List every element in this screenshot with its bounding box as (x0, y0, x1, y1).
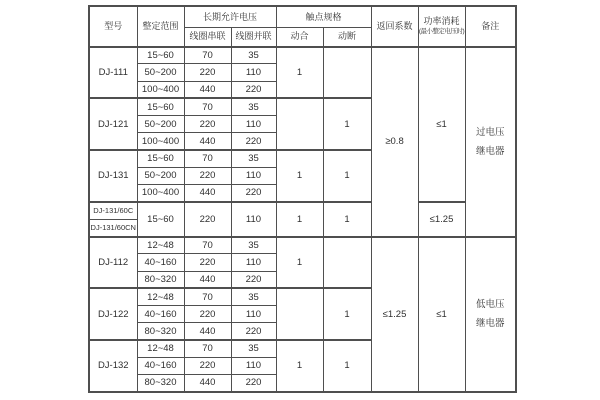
cell-contact-no: 1 (276, 237, 323, 289)
cell-coil-series-voltage: 220 (184, 357, 231, 374)
cell-coil-parallel-voltage: 35 (231, 288, 276, 305)
cell-setting-range: 15~60 (137, 98, 184, 115)
remark-line: 低电压 (476, 299, 505, 311)
cell-coil-parallel-voltage: 110 (231, 202, 276, 237)
cell-model: DJ-131 (89, 150, 137, 202)
cell-coil-series-voltage: 220 (184, 64, 231, 81)
cell-coil-parallel-voltage: 35 (231, 237, 276, 254)
cell-coil-parallel-voltage: 220 (231, 323, 276, 340)
cell-setting-range: 50~200 (137, 116, 184, 133)
cell-coil-parallel-voltage: 35 (231, 98, 276, 115)
cell-coil-series-voltage: 70 (184, 98, 231, 115)
cell-model: DJ-131/60C (89, 202, 137, 219)
cell-setting-range: 12~48 (137, 237, 184, 254)
cell-contact-no (276, 288, 323, 340)
cell-contact-no: 1 (276, 150, 323, 202)
cell-coil-series-voltage: 220 (184, 167, 231, 184)
col-header-coil-parallel: 线圈并联 (231, 27, 276, 46)
relay-spec-table (88, 5, 517, 393)
col-header-model: 型号 (89, 6, 137, 47)
cell-coil-series-voltage: 440 (184, 133, 231, 150)
col-header-return-coef: 返回系数 (371, 6, 418, 47)
col-header-contact-group: 触点规格 (276, 6, 371, 27)
cell-coil-parallel-voltage: 110 (231, 167, 276, 184)
col-header-contact-no: 动合 (276, 27, 323, 46)
cell-model: DJ-121 (89, 98, 137, 150)
cell-coil-parallel-voltage: 220 (231, 133, 276, 150)
cell-coil-parallel-voltage: 110 (231, 64, 276, 81)
cell-setting-range: 80~320 (137, 323, 184, 340)
cell-coil-series-voltage: 70 (184, 150, 231, 167)
cell-setting-range: 15~60 (137, 47, 184, 64)
cell-coil-series-voltage: 220 (184, 116, 231, 133)
cell-model: DJ-122 (89, 288, 137, 340)
cell-coil-series-voltage: 70 (184, 340, 231, 357)
cell-setting-range: 50~200 (137, 64, 184, 81)
cell-model: DJ-131/60CN (89, 219, 137, 236)
cell-coil-series-voltage: 70 (184, 47, 231, 64)
cell-coil-parallel-voltage: 220 (231, 185, 276, 202)
cell-setting-range: 12~48 (137, 288, 184, 305)
cell-setting-range: 100~400 (137, 185, 184, 202)
cell-remark-overvoltage (465, 47, 516, 237)
cell-power-top: ≤1 (418, 47, 465, 202)
cell-coil-parallel-voltage: 35 (231, 47, 276, 64)
remark-line: 继电器 (476, 318, 505, 330)
cell-coil-parallel-voltage: 110 (231, 306, 276, 323)
cell-contact-nc: 1 (323, 288, 371, 340)
cell-model: DJ-132 (89, 340, 137, 392)
cell-coil-series-voltage: 440 (184, 185, 231, 202)
cell-contact-no (276, 98, 323, 150)
cell-contact-nc (323, 237, 371, 289)
cell-contact-nc: 1 (323, 202, 371, 237)
cell-coil-series-voltage: 440 (184, 375, 231, 392)
cell-setting-range: 80~320 (137, 271, 184, 288)
cell-coil-parallel-voltage: 110 (231, 357, 276, 374)
power-header-label: 功率消耗 (423, 16, 460, 27)
cell-setting-range: 40~160 (137, 306, 184, 323)
col-header-range: 整定范围 (137, 6, 184, 47)
cell-contact-nc (323, 47, 371, 99)
cell-model: DJ-112 (89, 237, 137, 289)
cell-coil-series-voltage: 70 (184, 288, 231, 305)
cell-coil-parallel-voltage: 220 (231, 375, 276, 392)
remark-line: 过电压 (476, 126, 505, 138)
cell-setting-range: 12~48 (137, 340, 184, 357)
cell-setting-range: 100~400 (137, 133, 184, 150)
cell-setting-range: 40~160 (137, 254, 184, 271)
cell-contact-no: 1 (276, 340, 323, 392)
cell-contact-no: 1 (276, 202, 323, 237)
power-header-note: (最小整定电压时) (418, 28, 465, 36)
cell-coil-series-voltage: 440 (184, 81, 231, 98)
cell-setting-range: 80~320 (137, 375, 184, 392)
cell-coil-parallel-voltage: 220 (231, 81, 276, 98)
cell-setting-range: 100~400 (137, 81, 184, 98)
remark-line: 继电器 (476, 145, 505, 157)
cell-coil-parallel-voltage: 220 (231, 271, 276, 288)
cell-coil-parallel-voltage: 110 (231, 254, 276, 271)
cell-coil-series-voltage: 70 (184, 237, 231, 254)
cell-power-60c: ≤1.25 (418, 202, 465, 237)
cell-contact-nc: 1 (323, 340, 371, 392)
col-header-contact-nc: 动断 (323, 27, 371, 46)
cell-coil-series-voltage: 220 (184, 202, 231, 237)
cell-coil-parallel-voltage: 35 (231, 340, 276, 357)
cell-setting-range: 40~160 (137, 357, 184, 374)
cell-contact-nc: 1 (323, 98, 371, 150)
cell-power-bottom: ≤1 (418, 237, 465, 392)
cell-setting-range: 15~60 (137, 150, 184, 167)
cell-coil-series-voltage: 440 (184, 323, 231, 340)
cell-return-coef-top: ≥0.8 (371, 47, 418, 237)
col-header-power (418, 6, 465, 47)
cell-contact-no: 1 (276, 47, 323, 99)
col-header-remark: 备注 (465, 6, 516, 47)
cell-coil-parallel-voltage: 35 (231, 150, 276, 167)
cell-coil-series-voltage: 220 (184, 254, 231, 271)
cell-return-coef-bottom: ≤1.25 (371, 237, 418, 392)
cell-model: DJ-111 (89, 47, 137, 99)
col-header-voltage-group: 长期允许电压 (184, 6, 276, 27)
cell-contact-nc: 1 (323, 150, 371, 202)
cell-coil-series-voltage: 220 (184, 306, 231, 323)
col-header-coil-series: 线圈串联 (184, 27, 231, 46)
cell-remark-undervoltage (465, 237, 516, 392)
cell-setting-range: 50~200 (137, 167, 184, 184)
cell-setting-range: 15~60 (137, 202, 184, 237)
cell-coil-parallel-voltage: 110 (231, 116, 276, 133)
cell-coil-series-voltage: 440 (184, 271, 231, 288)
